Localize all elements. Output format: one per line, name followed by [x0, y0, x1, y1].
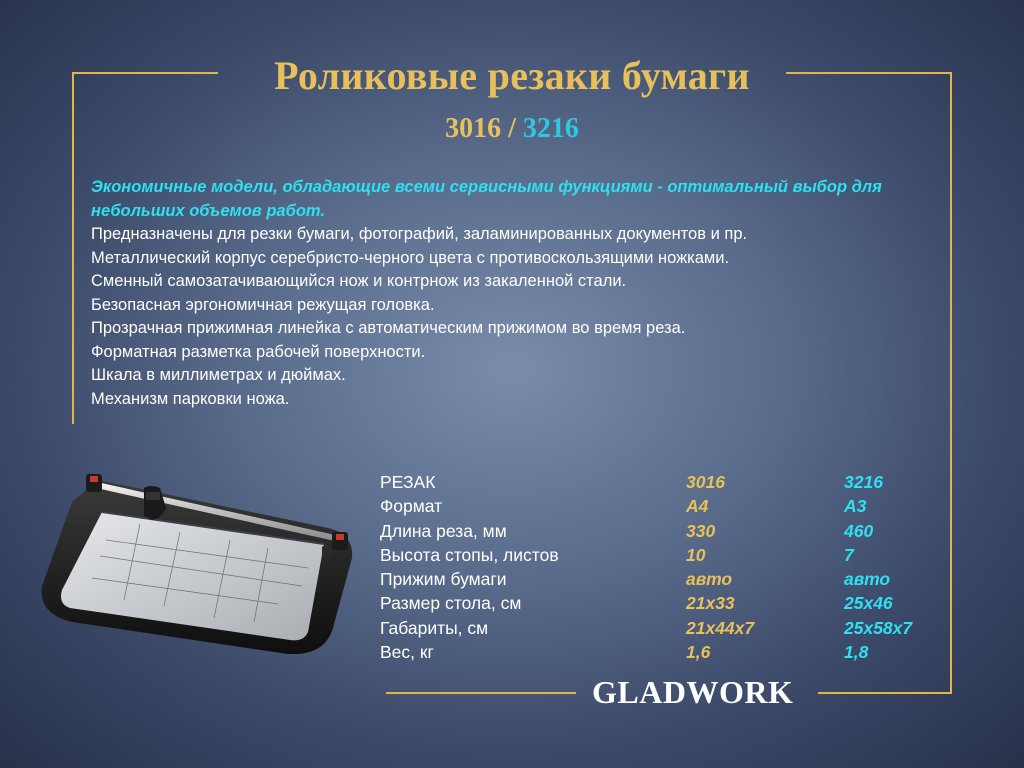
frame-bottom-left [386, 692, 576, 694]
description [91, 176, 951, 411]
spec-value-3216: авто [844, 569, 891, 590]
spec-value-3216: 25х58х7 [844, 617, 913, 638]
brand-logo: GLADWORK [592, 674, 794, 710]
spec-value-3016: 1,6 [686, 642, 711, 663]
spec-value-3016: 330 [686, 520, 716, 541]
model-3016: 3016 [445, 113, 502, 144]
spec-value-3016: авто [686, 569, 733, 590]
feature-line: Форматная разметка рабочей поверхности. [91, 342, 426, 361]
model-numbers [0, 113, 1024, 145]
spec-value-3016: 21х33 [686, 593, 735, 614]
spec-label: РЕЗАК [380, 472, 436, 492]
model-separator: / [508, 113, 516, 144]
feature-line: Предназначены для резки бумаги, фотографий, заламинированных документов и пр. [91, 225, 748, 243]
feature-line: Механизм парковки ножа. [91, 389, 290, 408]
model-3216: 3216 [522, 113, 579, 144]
spec-label: Высота стопы, листов [380, 544, 559, 565]
paper-cutter-image [32, 462, 368, 668]
feature-line: Прозрачная прижимная линейка с автоматическим прижимом во время реза. [91, 319, 686, 337]
spec-label: Формат [380, 496, 443, 517]
spec-value-3216: 1,8 [844, 642, 869, 663]
feature-line: Сменный самозатачивающийся нож и контрнож из закаленной стали. [91, 272, 627, 290]
spec-value-3216: 3216 [844, 472, 883, 492]
feature-line: Металлический корпус серебристо-черного цвета с противоскользящими ножками. [91, 248, 730, 267]
spec-value-3016: 10 [686, 544, 706, 565]
spec-value-3216: 25х46 [844, 593, 893, 614]
spec-value-3216: 7 [844, 544, 854, 565]
spec-value-3216: А3 [844, 496, 867, 517]
feature-line: Шкала в миллиметрах и дюймах. [91, 366, 346, 384]
spec-label: Габариты, см [380, 617, 489, 638]
feature-line: Безопасная эргономичная режущая головка. [91, 295, 435, 314]
spec-value-3016: А4 [686, 496, 709, 517]
spec-label: Размер стола, см [380, 593, 522, 614]
spec-value-3016: 3016 [686, 472, 725, 492]
page-title: Роликовые резаки бумаги [274, 53, 750, 98]
spec-label: Длина реза, мм [380, 520, 507, 541]
frame-bottom-right [818, 692, 952, 694]
spec-value-3216: 460 [844, 520, 874, 541]
spec-label: Прижим бумаги [380, 569, 507, 590]
spec-value-3016: 21х44х7 [686, 617, 755, 638]
spec-label: Вес, кг [380, 642, 434, 663]
description-lead: Экономичные модели, обладающие всеми сервисными функциями - оптимальный выбор для небольших объемов работ. [91, 178, 882, 220]
